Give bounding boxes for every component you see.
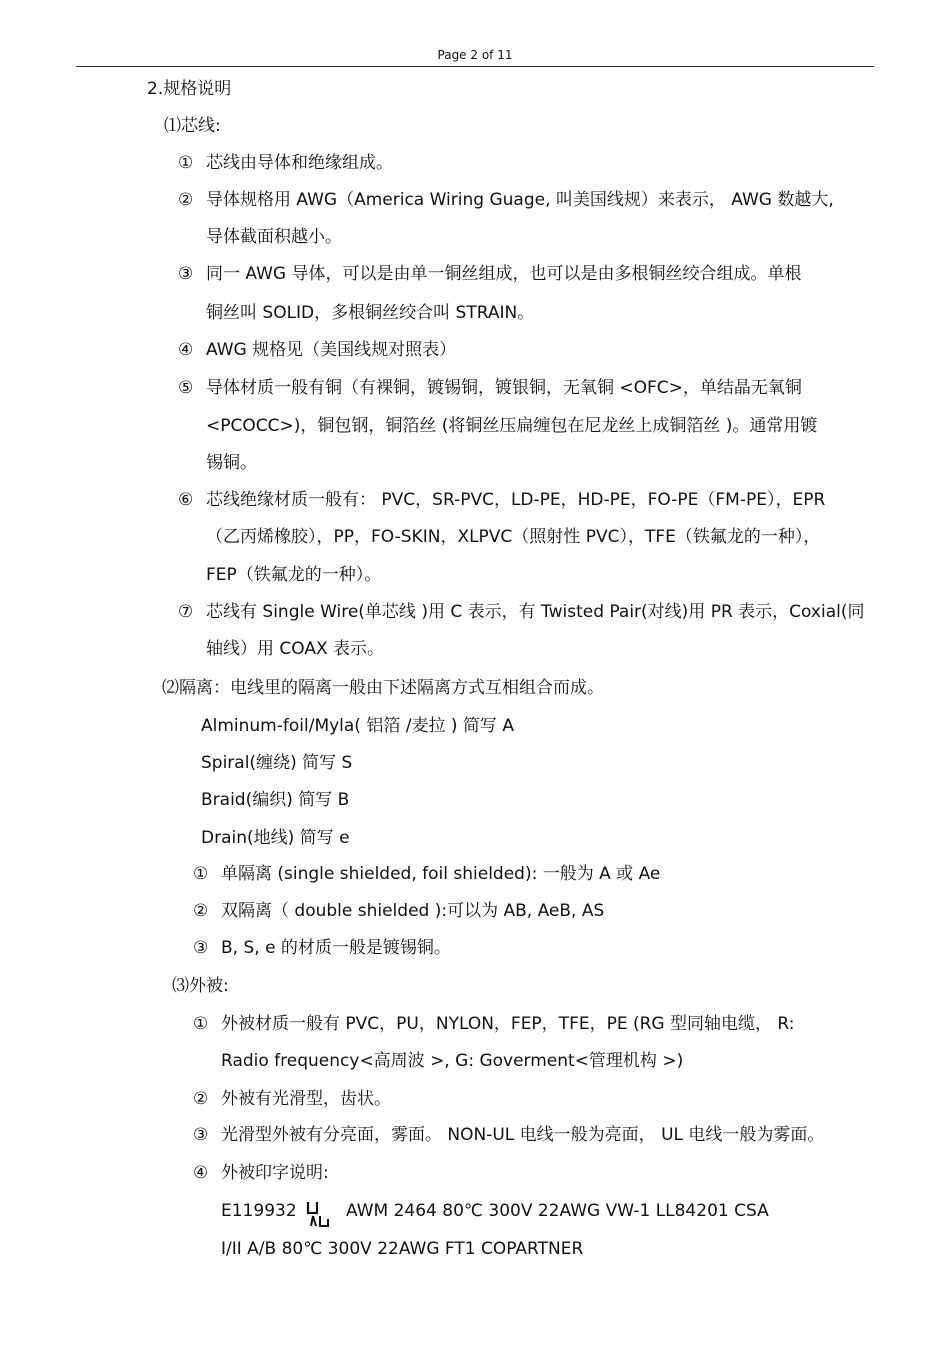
page-number: Page 2 of 11 xyxy=(437,48,513,62)
shield-item-2-text: 双隔离（ double shielded ):可以为 AB, AeB, AS xyxy=(221,901,605,921)
core-item-2-marker: ② xyxy=(178,190,194,210)
print-example-line-1: AWM 2464 80℃ 300V 22AWG VW-1 LL84201 CSA xyxy=(346,1201,769,1221)
jacket-item-3-marker: ③ xyxy=(193,1125,209,1145)
core-item-1-text: 芯线由导体和绝缘组成。 xyxy=(206,153,393,173)
header-rule xyxy=(76,66,874,67)
core-item-7-marker: ⑦ xyxy=(178,602,194,622)
jacket-item-2-text: 外被有光滑型，齿状。 xyxy=(221,1089,391,1109)
core-item-5-text-cont-2: 锡铜。 xyxy=(206,453,257,473)
print-example-line-2: I/II A/B 80℃ 300V 22AWG FT1 COPARTNER xyxy=(221,1239,584,1259)
core-item-2-text-cont: 导体截面积越小。 xyxy=(206,227,342,247)
core-item-6-text-cont-2: FEP（铁氟龙的一种）。 xyxy=(206,565,382,585)
core-item-6-marker: ⑥ xyxy=(178,490,194,510)
jacket-item-1-text-cont: Radio frequency<高周波 >, G: Goverment<管理机构 >) xyxy=(221,1051,684,1071)
core-item-4-marker: ④ xyxy=(178,340,194,360)
core-item-2-text: 导体规格用 AWG（America Wiring Guage, 叫美国线规）来表示， AWG 数越大, xyxy=(206,190,834,210)
core-item-5-text-cont-1: <PCOCC>)，铜包钢，铜箔丝 (将铜丝压扁缠包在尼龙丝上成铜箔丝 )。通常用镀 xyxy=(206,416,818,436)
core-item-6-text-cont-1: （乙丙烯橡胶），PP，FO-SKIN，XLPVC（照射性 PVC），TFE（铁氟龙的一种）， xyxy=(206,527,821,547)
jacket-item-1-marker: ① xyxy=(193,1014,209,1034)
shield-item-2-marker: ② xyxy=(193,901,209,921)
jacket-item-1-text: 外被材质一般有 PVC，PU，NYLON，FEP，TFE，PE (RG 型同轴电缆， R: xyxy=(221,1014,795,1034)
core-item-3-text: 同一 AWG 导体，可以是由单一铜丝组成，也可以是由多根铜丝绞合组成。单根 xyxy=(206,264,802,284)
shield-type-spiral: Spiral(缠绕) 简写 S xyxy=(201,753,353,773)
jacket-item-2-marker: ② xyxy=(193,1089,209,1109)
shield-type-braid: Braid(编织) 简写 B xyxy=(201,790,350,810)
shield-item-3-text: B, S, e 的材质一般是镀锡铜。 xyxy=(221,938,451,958)
core-item-1-marker: ① xyxy=(178,153,194,173)
shield-item-3-marker: ③ xyxy=(193,938,209,958)
jacket-item-3-text: 光滑型外被有分亮面，雾面。 NON-UL 电线一般为亮面， UL 电线一般为雾面。 xyxy=(221,1125,825,1145)
shield-type-drain: Drain(地线) 简写 e xyxy=(201,828,350,848)
jacket-title: ⑶外被: xyxy=(172,976,229,996)
core-item-5-marker: ⑤ xyxy=(178,378,194,398)
print-example-code: E119932 xyxy=(221,1201,297,1221)
core-title: ⑴芯线: xyxy=(164,116,221,136)
shield-item-1-text: 单隔离 (single shielded, foil shielded): 一般为 A 或 Ae xyxy=(221,864,661,884)
section-title: 2.规格说明 xyxy=(147,79,232,99)
shield-item-1-marker: ① xyxy=(193,864,209,884)
core-item-3-text-cont: 铜丝叫 SOLID，多根铜丝绞合叫 STRAIN。 xyxy=(206,303,535,323)
core-item-3-marker: ③ xyxy=(178,264,194,284)
ul-logo-icon xyxy=(305,1199,331,1229)
core-item-7-text: 芯线有 Single Wire(单芯线 )用 C 表示，有 Twisted Pair(对线)用 PR 表示，Coxial(同 xyxy=(206,602,865,622)
shield-type-foil: Alminum-foil/Myla( 铝箔 /麦拉 ) 简写 A xyxy=(201,716,514,736)
core-item-6-text: 芯线绝缘材质一般有： PVC，SR-PVC，LD-PE，HD-PE，FO-PE（FM-PE），EPR xyxy=(206,490,826,510)
jacket-item-4-marker: ④ xyxy=(193,1163,209,1183)
core-item-5-text: 导体材质一般有铜（有裸铜，镀锡铜，镀银铜，无氧铜 <OFC>，单结晶无氧铜 xyxy=(206,378,802,398)
core-item-4-text: AWG 规格见（美国线规对照表） xyxy=(206,340,457,360)
jacket-item-4-text: 外被印字说明: xyxy=(221,1163,329,1183)
shield-title: ⑵隔离：电线里的隔离一般由下述隔离方式互相组合而成。 xyxy=(162,678,604,698)
core-item-7-text-cont: 轴线）用 COAX 表示。 xyxy=(206,639,385,659)
